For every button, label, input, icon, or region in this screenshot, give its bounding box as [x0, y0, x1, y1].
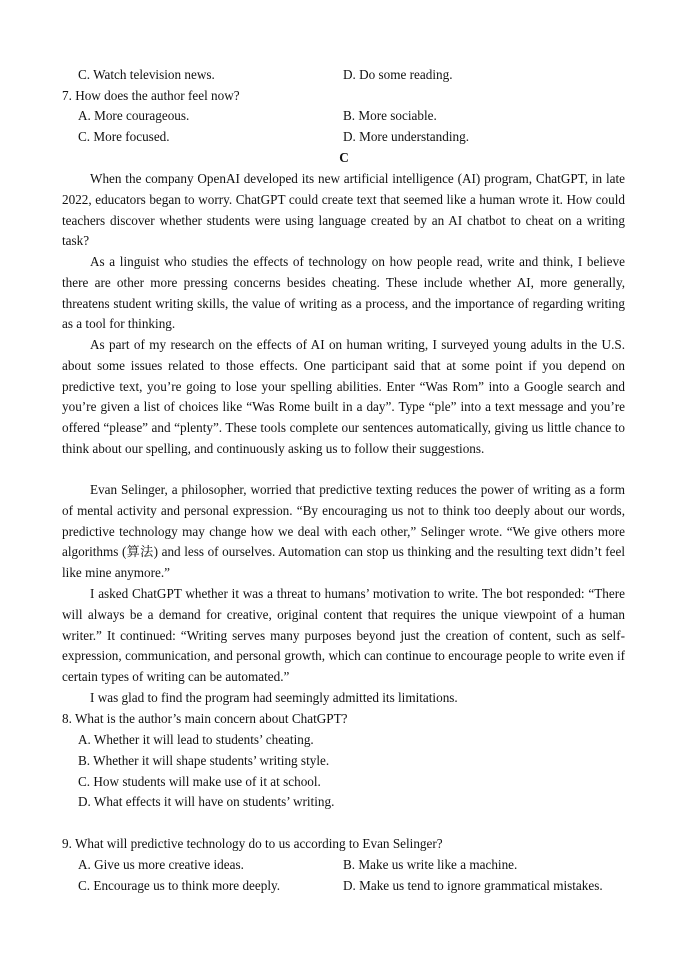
q8-question: 8. What is the author’s main concern about ChatGPT? [62, 711, 348, 726]
q8-option-a: A. Whether it will lead to students’ cheating. [78, 732, 314, 747]
q9-option-d: D. Make us tend to ignore grammatical mistakes. [343, 878, 603, 893]
q8-option-c: C. How students will make use of it at school. [78, 774, 321, 789]
q7-option-c: C. More focused. [78, 129, 170, 144]
q9-option-a: A. Give us more creative ideas. [78, 857, 244, 872]
q9-question: 9. What will predictive technology do to us according to Evan Selinger? [62, 836, 443, 851]
q7-option-a: A. More courageous. [78, 108, 190, 123]
q9-option-b: B. Make us write like a machine. [343, 857, 518, 872]
q8-option-d: D. What effects it will have on students’ writing. [78, 794, 335, 809]
q9-option-c: C. Encourage us to think more deeply. [78, 878, 281, 893]
q7-option-d: D. More understanding. [343, 129, 469, 144]
q6-option-c: C. Watch television news. [78, 67, 215, 82]
q8-option-b: B. Whether it will shape students’ writing style. [78, 753, 330, 768]
q7-option-b: B. More sociable. [343, 108, 437, 123]
passage-paragraph-3: As part of my research on the effects of AI on human writing, I surveyed young adults in the U.S. about some issues related to those effects. One participant said that at some point if you depend on predictive text, you’re going to lose your spelling abilities. Enter “Was Rom” into a Google search and you’re given a list of choices like “Was Rome built in a day”. Type “ple” into a text message and you’re offered “please” and “plenty”. These tools complete our sentences automatically, giving us little chance to think about our spelling, and continuously asking us to follow their suggestions. [62, 337, 625, 456]
q6-option-d: D. Do some reading. [343, 67, 453, 82]
passage-paragraph-4: Evan Selinger, a philosopher, worried that predictive texting reduces the power of writing as a form of mental activity and personal expression. “By encouraging us not to think too deeply about our words, predictive technology may change how we deal with each other,” Selinger wrote. “We give others more algorithms (算法) and less of ourselves. Automation can stop us thinking and the resulting text didn’t feel like mine anymore.” [62, 482, 625, 581]
passage-paragraph-1: When the company OpenAI developed its new artificial intelligence (AI) program, ChatGPT, in late 2022, educators began to worry. ChatGPT could create text that seemed like a human wrote it. How could teachers discover whether students were using language created by an AI chatbot to cheat on a writing task? [62, 171, 625, 249]
section-label: C [339, 150, 349, 165]
passage-paragraph-6: I was glad to find the program had seemingly admitted its limitations. [90, 690, 458, 705]
passage-paragraph-2: As a linguist who studies the effects of technology on how people read, write and think, I believe there are other more pressing concerns besides cheating. These include whether AI, more generally, threatens student writing skills, the value of writing as a process, and the importance of regarding writing as a tool for thinking. [62, 254, 625, 332]
q7-question: 7. How does the author feel now? [62, 88, 240, 103]
passage-paragraph-5: I asked ChatGPT whether it was a threat to humans’ motivation to write. The bot responded: “There will always be a demand for creative, original content that requires the unique viewpoint of a human writer.” It continued: “Writing serves many purposes beyond just the creation of content, such as self-expression, communication, and personal growth, which can continue to encourage people to write even if certain types of writing can be automated.” [62, 586, 625, 685]
